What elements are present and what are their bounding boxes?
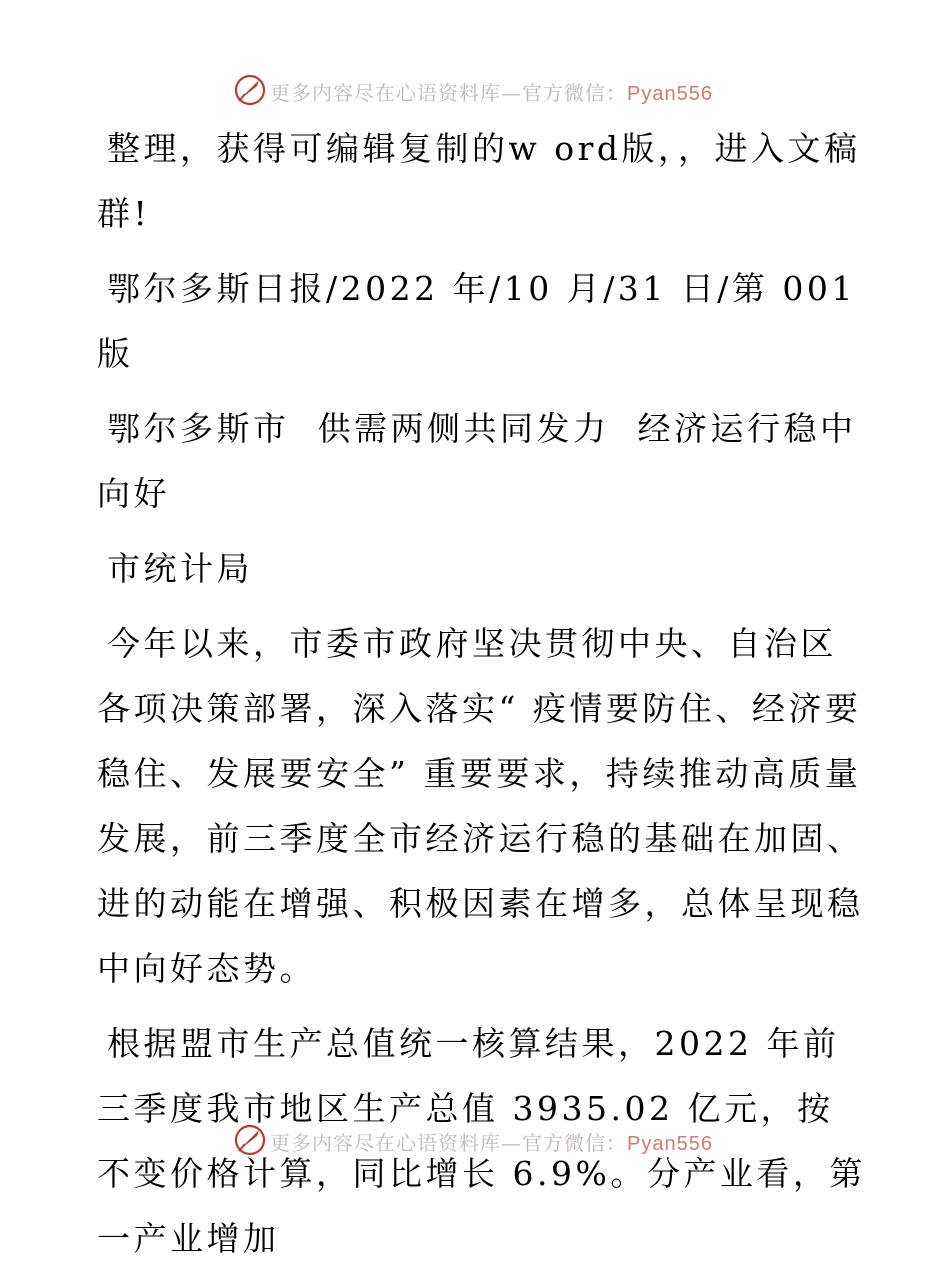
banner-wechat-id: Pyan556 [627, 1133, 713, 1155]
body-paragraph: 根据盟市生产总值统一核算结果，2022 年前三季度我市地区生产总值 3935.02 亿元，按不变价格计算，同比增长 6.9%。分产业看，第一产业增加 [97, 1024, 866, 1258]
banner-site-name: 更多内容尽在心语资料库 [270, 1131, 501, 1155]
quill-logo-icon [233, 1122, 267, 1156]
banner-wechat-label: —官方微信： [501, 1131, 627, 1155]
intro-note: 整理，获得可编辑复制的w ord版，，进入文稿群! [97, 129, 861, 233]
document-body [97, 116, 870, 1281]
banner-wechat-id: Pyan556 [627, 83, 713, 105]
banner-text [270, 77, 713, 106]
header-banner [0, 70, 950, 110]
banner-site-name: 更多内容尽在心语资料库 [270, 81, 501, 105]
banner-wechat-label: —官方微信： [501, 81, 627, 105]
body-paragraph: 今年以来，市委市政府坚决贯彻中央、自治区各项决策部署，深入落实“ 疫情要防住、经济要稳住、发展要安全” 重要要求，持续推动高质量发展，前三季度全市经济运行稳的基础在加固、进的动能在增强、积极因素在增多，总体呈现稳中向好态势。 [97, 624, 864, 988]
footer-banner [0, 1120, 950, 1160]
source-line: 鄂尔多斯日报/2022 年/10 月/31 日/第 001 版 [97, 269, 870, 373]
quill-logo-icon [233, 72, 267, 106]
article-author: 市统计局 [107, 549, 253, 588]
banner-text [270, 1127, 713, 1156]
article-title: 鄂尔多斯市 供需两侧共同发力 经济运行稳中向好 [97, 409, 857, 513]
